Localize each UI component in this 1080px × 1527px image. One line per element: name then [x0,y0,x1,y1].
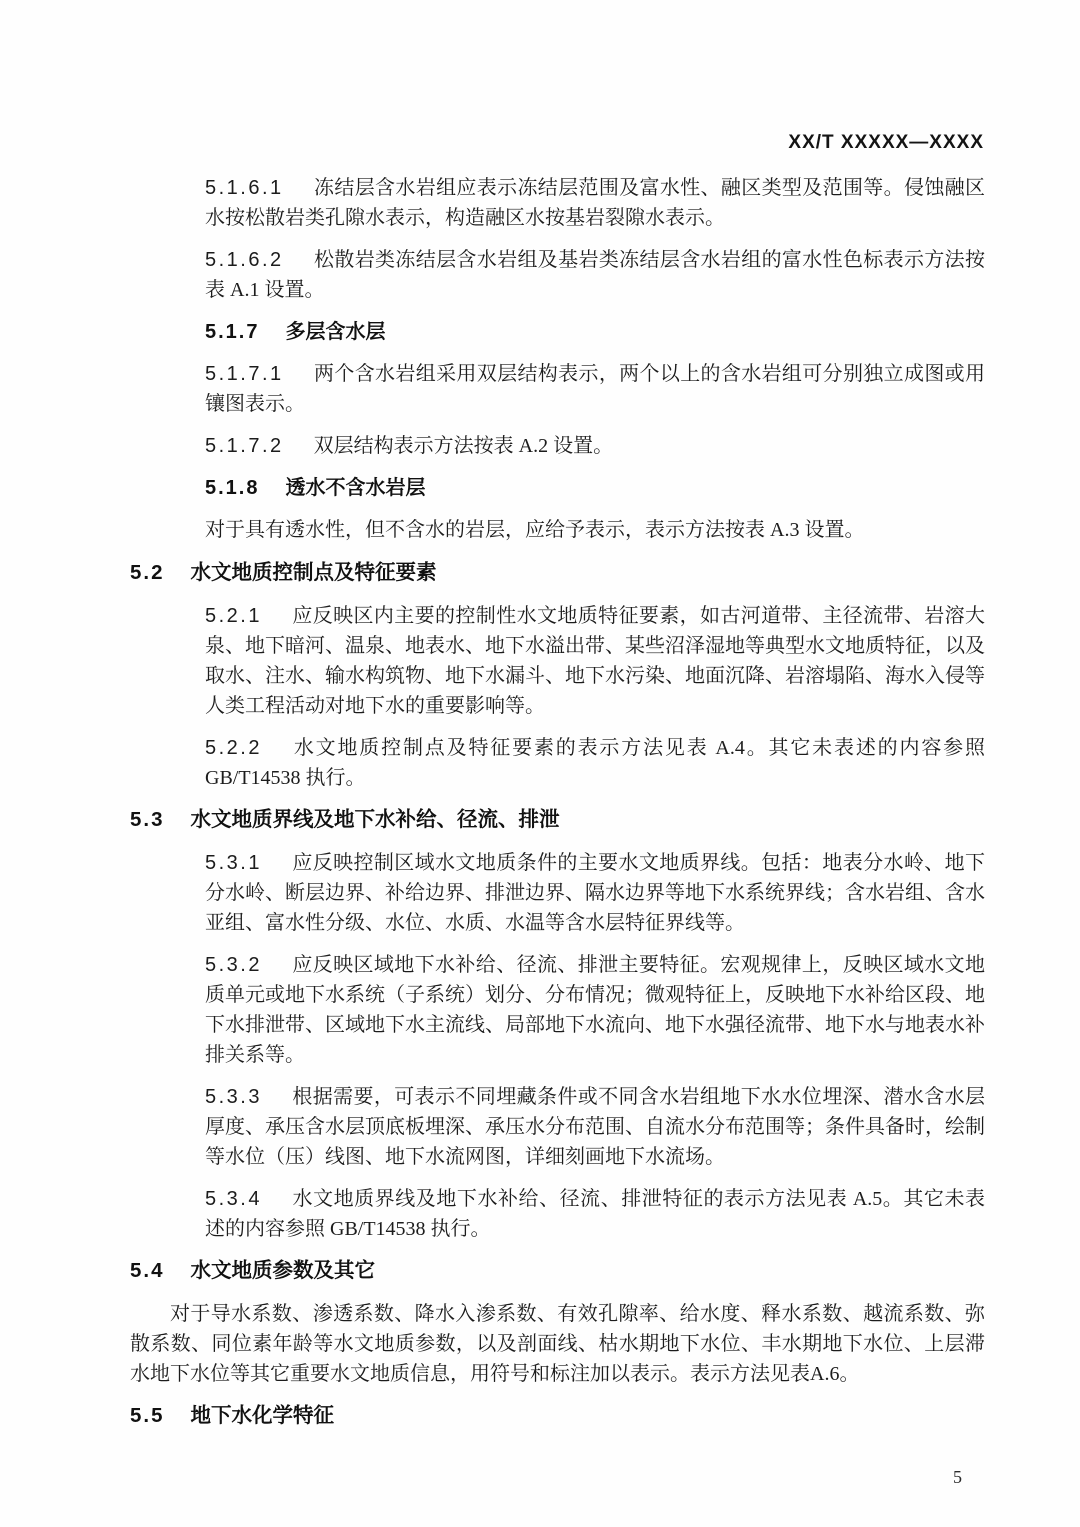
heading-5-4 [130,1256,985,1286]
page-header [0,0,1080,156]
heading-number: 5.3 [130,808,165,831]
heading-5-1-7 [205,317,985,347]
paragraph-text: 对于具有透水性，但不含水的岩层，应给予表示，表示方法按表 A.3 设置。 [205,519,865,541]
clause-number: 5.3.4 [205,1188,262,1210]
standard-code: XX/T XXXXX—XXXX [788,132,984,153]
clause-5-3-3 [205,1082,985,1172]
document-body [0,173,1080,1504]
heading-number: 5.2 [130,561,165,584]
heading-text: 水文地质参数及其它 [190,1259,375,1282]
paragraph-text: 对于导水系数、渗透系数、降水入渗系数、有效孔隙率、给水度、释水系数、越流系数、弥散系数、同位素年龄等水文地质参数，以及剖面线、枯水期地下水位、丰水期地下水位、上层滞水地下水位等其它重要水文地质信息，用符号和标注加以表示。表示方法见表A.6。 [130,1303,985,1385]
heading-5-2 [130,558,985,588]
heading-5-3 [130,805,985,835]
clause-text: 根据需要，可表示不同埋藏条件或不同含水岩组地下水水位埋深、潜水含水层厚度、承压含水层顶底板埋深、承压水分布范围、自流水分布范围等；条件具备时，绘制等水位（压）线图、地下水流网图，详细刻画地下水流场。 [205,1086,985,1168]
heading-5-5 [130,1401,985,1431]
clause-5-1-6-2 [205,245,985,305]
clause-text: 冻结层含水岩组应表示冻结层范围及富水性、融区类型及范围等。侵蚀融区水按松散岩类孔隙水表示，构造融区水按基岩裂隙水表示。 [205,177,985,229]
clause-text: 水文地质界线及地下水补给、径流、排泄特征的表示方法见表 A.5。其它未表述的内容参照 GB/T14538 执行。 [205,1188,985,1240]
page-number: 5 [953,1467,962,1487]
clause-number: 5.2.1 [205,605,262,627]
clause-text: 两个含水岩组采用双层结构表示，两个以上的含水岩组可分别独立成图或用镶图表示。 [205,363,985,415]
clause-number: 5.1.7.1 [205,363,284,385]
clause-text: 应反映区域地下水补给、径流、排泄主要特征。宏观规律上，反映区域水文地质单元或地下水系统（子系统）划分、分布情况；微观特征上，反映地下水补给区段、地下水排泄带、区域地下水主流线、局部地下水流向、地下水强径流带、地下水与地表水补排关系等。 [205,954,985,1066]
clause-5-3-2 [205,950,985,1070]
heading-number: 5.1.8 [205,477,260,499]
heading-text: 水文地质控制点及特征要素 [190,561,437,584]
footer-spacer [130,1444,985,1504]
clause-number: 5.3.2 [205,954,262,976]
clause-number: 5.3.1 [205,852,262,874]
clause-text: 水文地质控制点及特征要素的表示方法见表 A.4。其它未表述的内容参照 GB/T14538 执行。 [205,737,985,789]
clause-5-1-6-1 [205,173,985,233]
heading-5-1-8 [205,473,985,503]
heading-text: 透水不含水岩层 [285,477,426,499]
clause-number: 5.1.6.1 [205,177,284,199]
clause-number: 5.2.2 [205,737,262,759]
heading-text: 地下水化学特征 [190,1404,334,1427]
heading-number: 5.4 [130,1259,165,1282]
clause-5-1-7-2 [205,431,985,461]
heading-text: 水文地质界线及地下水补给、径流、排泄 [190,808,560,831]
paragraph-5-1-8-body [205,515,985,545]
clause-number: 5.1.6.2 [205,249,284,271]
heading-number: 5.5 [130,1404,165,1427]
clause-number: 5.3.3 [205,1086,262,1108]
clause-text: 松散岩类冻结层含水岩组及基岩类冻结层含水岩组的富水性色标表示方法按表 A.1 设置。 [205,249,985,301]
clause-5-2-1 [205,601,985,721]
paragraph-5-4-body [130,1299,985,1389]
clause-text: 双层结构表示方法按表 A.2 设置。 [313,435,614,457]
clause-text: 应反映区内主要的控制性水文地质特征要素，如古河道带、主径流带、岩溶大泉、地下暗河、温泉、地表水、地下水溢出带、某些沼泽湿地等典型水文地质特征，以及取水、注水、输水构筑物、地下水漏斗、地下水污染、地面沉降、岩溶塌陷、海水入侵等人类工程活动对地下水的重要影响等。 [205,605,985,717]
clause-5-2-2 [205,733,985,793]
clause-5-1-7-1 [205,359,985,419]
heading-text: 多层含水层 [285,321,386,343]
clause-5-3-1 [205,848,985,938]
clause-text: 应反映控制区域水文地质条件的主要水文地质界线。包括：地表分水岭、地下分水岭、断层边界、补给边界、排泄边界、隔水边界等地下水系统界线；含水岩组、含水亚组、富水性分级、水位、水质、水温等含水层特征界线等。 [205,852,985,934]
heading-number: 5.1.7 [205,321,260,343]
clause-5-3-4 [205,1184,985,1244]
clause-number: 5.1.7.2 [205,435,284,457]
